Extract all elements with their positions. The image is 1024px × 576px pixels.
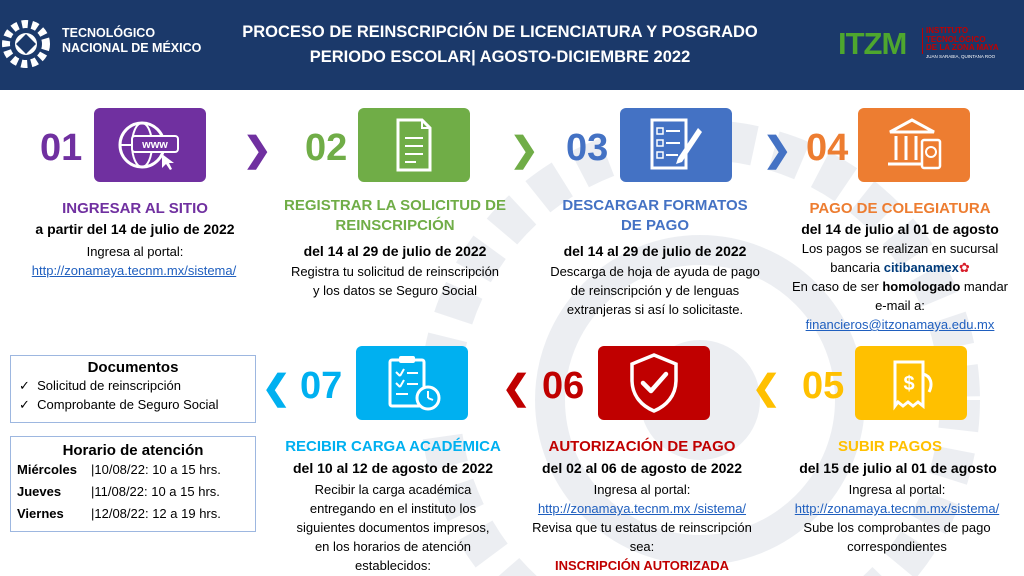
- step-05-date: del 15 de julio al 01 de agosto: [799, 460, 997, 476]
- step-03-icon-box: [620, 108, 732, 182]
- schedule-panel: [10, 436, 256, 532]
- step-06-text: [512, 480, 772, 575]
- schedule-day: Miércoles: [17, 462, 77, 477]
- step-05-text-line1: Ingresa al portal:: [848, 482, 946, 497]
- documents-item: [19, 376, 255, 395]
- step-03-date: del 14 al 29 de julio de 2022: [563, 243, 747, 259]
- step-03-number: 03: [566, 127, 609, 169]
- step-05-text: [770, 480, 1024, 556]
- tecnm-logo-text: [62, 26, 201, 56]
- step-07-text-line1: Recibir la carga académica: [314, 482, 472, 497]
- schedule-row: [17, 503, 255, 525]
- itzm-logo-text: ITZM: [838, 26, 907, 61]
- step-05-link-wrap: [770, 499, 1024, 518]
- chevron-left-icon: ❮: [752, 369, 781, 407]
- document-icon: [394, 118, 434, 172]
- chevron-right-icon: ❯: [510, 131, 539, 169]
- step-07-title: RECIBIR CARGA ACADÉMICA: [285, 438, 501, 455]
- title-line2: PERIODO ESCOLAR| AGOSTO-DICIEMBRE 2022: [309, 48, 691, 66]
- step-06-portal-link[interactable]: http://zonamaya.tecnm.mx /sistema/: [537, 501, 747, 516]
- schedule-detail: |12/08/22: 12 a 19 hrs.: [91, 506, 221, 521]
- documents-title: Documentos: [87, 359, 179, 376]
- chevron-left-icon: ❮: [502, 369, 531, 407]
- step-02-title-line1: REGISTRAR LA SOLICITUD DE: [284, 197, 506, 214]
- step-03-text-line3: extranjeras si así lo solicitaste.: [566, 302, 744, 317]
- step-01-title: INGRESAR AL SITIO: [62, 200, 208, 217]
- step-05-text-line3: correspondientes: [847, 539, 947, 554]
- step-06-status: INSCRIPCIÓN AUTORIZADA: [554, 558, 730, 573]
- step-05-title: SUBIR PAGOS: [838, 438, 942, 455]
- step-07-number: 07: [300, 365, 343, 407]
- shield-check-icon: [628, 352, 680, 414]
- step-06-text-line1: Ingresa al portal:: [593, 482, 691, 497]
- step-07-text-line4: en los horarios de atención: [314, 539, 472, 554]
- step-02-icon-box: [358, 108, 470, 182]
- documents-item-label: Solicitud de reinscripción: [37, 378, 181, 393]
- checkmark-icon: ✓: [19, 378, 30, 393]
- step-01-link-wrap: [0, 261, 268, 280]
- step-04-text-line2-wrap: [776, 258, 1024, 277]
- clipboard-clock-icon: [386, 354, 442, 412]
- step-05-portal-link[interactable]: http://zonamaya.tecnm.mx/sistema/: [794, 501, 1000, 516]
- step-04-text-line2: bancaria: [830, 260, 881, 275]
- title-line1: PROCESO DE REINSCRIPCIÓN DE LICENCIATURA Y POSGRADO: [242, 23, 758, 41]
- step-06-link-wrap: [512, 499, 772, 518]
- step-04-email-wrap: [776, 315, 1024, 334]
- step-02-title-line2: REINSCRIPCIÓN: [335, 217, 455, 234]
- itzm-logo: [838, 22, 1024, 68]
- step-04-icon-box: [858, 108, 970, 182]
- step-06-title: AUTORIZACIÓN DE PAGO: [548, 438, 736, 455]
- itzm-name: [926, 27, 999, 53]
- step-03-text: [530, 262, 780, 319]
- step-03-title-line2: DE PAGO: [620, 217, 690, 234]
- step-06-text-line3: sea:: [629, 539, 655, 554]
- step-04-number: 04: [806, 127, 849, 169]
- step-05-text-line2: Sube los comprobantes de pago: [803, 520, 991, 535]
- step-04-text-line3-a: En caso de ser: [791, 279, 883, 294]
- step-01-date: a partir del 14 de julio de 2022: [35, 221, 235, 237]
- step-03-title-line1: DESCARGAR FORMATOS: [562, 197, 748, 214]
- step-04-title: PAGO DE COLEGIATURA: [809, 200, 991, 217]
- header-bar: [0, 0, 1024, 90]
- schedule-detail: |11/08/22: 10 a 15 hrs.: [91, 484, 220, 499]
- step-07-date: del 10 al 12 de agosto de 2022: [293, 460, 493, 476]
- step-02-date: del 14 al 29 de julio de 2022: [303, 243, 487, 259]
- step-04-text: [776, 239, 1024, 334]
- tecnm-logo-icon: [2, 4, 58, 84]
- step-06-number: 06: [542, 365, 585, 407]
- logo-text-line1: TECNOLÓGICO: [62, 26, 156, 40]
- step-07-text-line2: entregando en el instituto los: [309, 501, 477, 516]
- step-07-text: [268, 480, 518, 575]
- logo-divider: [922, 28, 923, 54]
- schedule-detail: |10/08/22: 10 a 15 hrs.: [91, 462, 221, 477]
- step-04-text-line3-bold: homologado: [882, 279, 961, 294]
- svg-text:$: $: [903, 373, 915, 395]
- step-02-title: [270, 196, 520, 236]
- itzm-tagline: JUAN SARABIA, QUINTANA ROO: [926, 54, 996, 59]
- schedule-title: Horario de atención: [62, 442, 204, 459]
- step-03-text-line1: Descarga de hoja de ayuda de pago: [550, 264, 760, 279]
- step-05-icon-box: [855, 346, 967, 420]
- schedule-row: [17, 481, 255, 503]
- documents-panel: [10, 355, 256, 423]
- step-06-text-line2: Revisa que tu estatus de reinscripción: [532, 520, 752, 535]
- step-06-date: del 02 al 06 de agosto de 2022: [542, 460, 742, 476]
- step-02-text: [265, 262, 525, 300]
- step-07-text-line3: siguientes documentos impresos,: [296, 520, 490, 535]
- citibanamex-logo: citibanamex: [883, 260, 959, 275]
- step-03-title: [540, 196, 770, 236]
- logo-text-line2: NACIONAL DE MÉXICO: [62, 41, 202, 55]
- itzm-name-line2: TECNOLÓGICO: [926, 34, 986, 44]
- documents-item: [19, 395, 255, 414]
- chevron-right-icon: ❯: [243, 131, 272, 169]
- itzm-name-line1: INSTITUTO: [926, 26, 969, 35]
- schedule-day: Viernes: [17, 506, 64, 521]
- schedule-day: Jueves: [17, 484, 62, 499]
- step-01-portal-link[interactable]: http://zonamaya.tecnm.mx/sistema/: [31, 263, 237, 278]
- step-02-number: 02: [305, 127, 348, 169]
- schedule-row: [17, 459, 255, 481]
- step-04-email-link[interactable]: financieros@itzonamaya.edu.mx: [805, 317, 995, 332]
- step-07-icon-box: [356, 346, 468, 420]
- chevron-right-icon: ❯: [763, 131, 792, 169]
- www-icon: [118, 118, 182, 172]
- step-04-text-line1: Los pagos se realizan en sucursal: [801, 241, 999, 256]
- form-icon: [648, 116, 706, 174]
- receipt-icon: [887, 354, 937, 412]
- step-01-text: Ingresa al portal:: [86, 244, 184, 259]
- itzm-name-line3: DE LA ZONA MAYA: [926, 43, 999, 52]
- step-02-text-line2: y los datos se Seguro Social: [312, 283, 478, 298]
- banamex-flower-icon: ✿: [958, 260, 970, 275]
- step-05-number: 05: [802, 365, 845, 407]
- checkmark-icon: ✓: [19, 397, 30, 412]
- step-07-text-line5: establecidos:: [355, 558, 431, 573]
- step-04-text-line3: [776, 277, 1024, 296]
- page-title: [230, 20, 770, 70]
- step-06-icon-box: [598, 346, 710, 420]
- bank-icon: [886, 116, 944, 174]
- documents-item-label: Comprobante de Seguro Social: [37, 397, 219, 412]
- step-02-text-line1: Registra tu solicitud de reinscripción: [290, 264, 500, 279]
- step-03-text-line2: de reinscripción y de lenguas: [570, 283, 740, 298]
- step-04-text-line4: e-mail a:: [875, 298, 925, 313]
- step-01-icon-box: [94, 108, 206, 182]
- chevron-left-icon: ❮: [262, 369, 291, 407]
- step-04-date: del 14 de julio al 01 de agosto: [801, 221, 999, 237]
- step-04-text-line3-c: mandar: [960, 279, 1009, 294]
- step-01-number: 01: [40, 127, 83, 169]
- svg-text:www: www: [142, 139, 168, 151]
